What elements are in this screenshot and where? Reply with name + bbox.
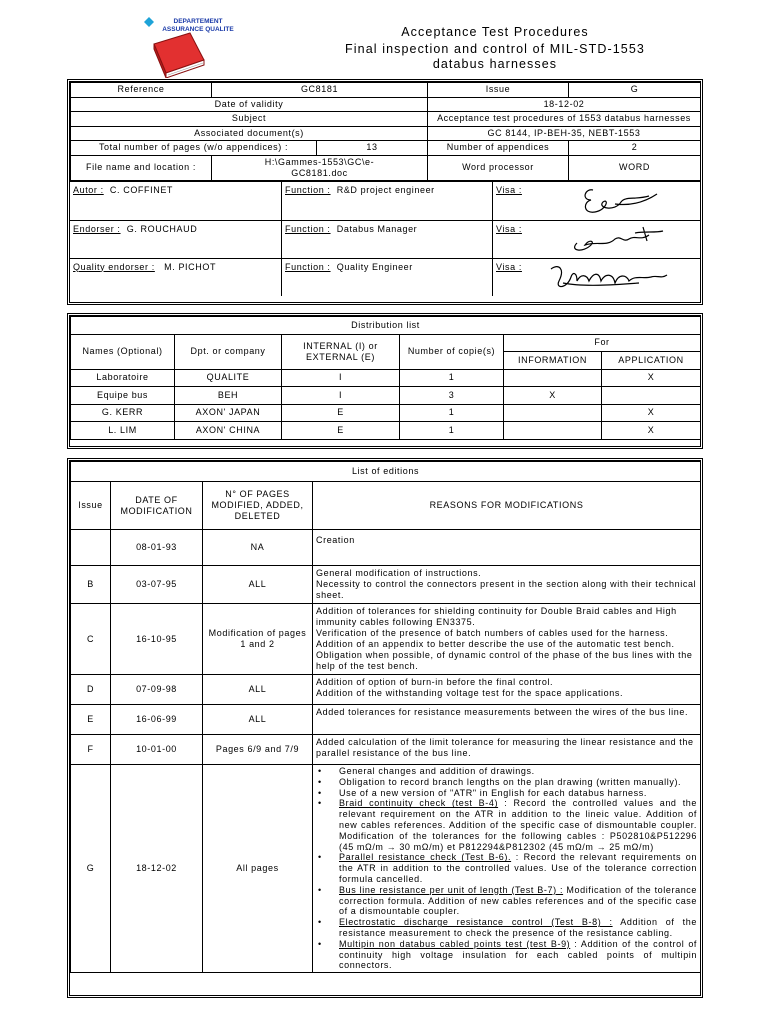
file-name-line-2: GC8181.doc xyxy=(291,167,348,178)
file-name-label: File name and location : xyxy=(71,155,212,180)
ed-date: 16-10-95 xyxy=(111,604,203,675)
dist-info xyxy=(504,369,602,387)
bullet-head: Bus line resistance per unit of length (Test B-7) : xyxy=(339,884,564,895)
editions-table xyxy=(70,461,701,973)
signature-row-quality xyxy=(70,258,700,296)
list-item xyxy=(315,777,697,788)
signature-row-author xyxy=(70,181,700,220)
author-signature xyxy=(575,182,665,218)
dist-ie: I xyxy=(282,369,400,387)
author-function: R&D project engineer xyxy=(336,184,435,195)
table-row xyxy=(71,369,701,387)
ed-reason: Addition of option of burn-in before the final control. Addition of the withstanding voltage test for the space applications. xyxy=(313,675,701,705)
bullet-text: : Record the controlled values and the relevant requirement on the ATR in addition to the lineic value. Addition of new cables references. Addition of the specific case of dismountable coupler. Modification of the tolerances for the following cables : P502810&P512296 (45 mΩ/m → 30 mΩ/m) et P812294&P812302 (45 mΩ/m → 25 mΩ/m) xyxy=(339,798,698,852)
bullet-text: : Record the relevant requirements on the ATR in addition to the controlled values. Use of the tolerance correction formula cancelled. xyxy=(339,852,698,884)
ed-header-date: DATE OF MODIFICATION xyxy=(111,482,203,530)
list-item xyxy=(315,939,697,971)
bullet-text: General changes and addition of drawings. xyxy=(339,766,535,776)
bullet-text: : Addition of the control of continuity high voltage insulation for each cabled points of multipin connectors. xyxy=(339,938,698,971)
endorser-name: G. ROUCHAUD xyxy=(126,223,198,234)
ed-date: 07-09-98 xyxy=(111,675,203,705)
distribution-title: Distribution list xyxy=(71,317,701,335)
dist-header-names: Names (Optional) xyxy=(71,334,175,369)
dist-appl xyxy=(602,387,701,405)
ed-issue: B xyxy=(71,566,111,604)
dist-name: L. LIM xyxy=(71,422,175,440)
signature-row-endorser xyxy=(70,220,700,258)
bullet-text: Use of a new version of "ATR" in English for each databus harness. xyxy=(339,787,647,798)
dist-header-information: INFORMATION xyxy=(504,352,602,370)
ed-pages: ALL xyxy=(203,705,313,735)
table-row xyxy=(71,530,701,566)
endorser-signature xyxy=(563,221,673,257)
associated-docs-value: GC 8144, IP-BEH-35, NEBT-1553 xyxy=(428,126,701,141)
dist-ie: I xyxy=(282,387,400,405)
issue-value: G xyxy=(569,83,701,98)
dist-info xyxy=(504,422,602,440)
ed-issue: C xyxy=(71,604,111,675)
ed-date: 08-01-93 xyxy=(111,530,203,566)
dist-copies: 1 xyxy=(400,369,504,387)
endorser-role-label: Endorser : xyxy=(73,223,121,234)
ed-date: 10-01-00 xyxy=(111,735,203,765)
total-pages-value: 13 xyxy=(317,141,428,156)
validity-value: 18-12-02 xyxy=(428,97,701,112)
appendices-value: 2 xyxy=(569,141,701,156)
table-row xyxy=(71,765,701,973)
ed-reason: General modification of instructions. Necessity to control the connectors present in the section along with their technical sheet. xyxy=(313,566,701,604)
dist-header-dpt: Dpt. or company xyxy=(175,334,282,369)
quality-signature xyxy=(543,259,673,295)
table-row xyxy=(71,735,701,765)
dist-name: Laboratoire xyxy=(71,369,175,387)
list-item xyxy=(315,885,697,917)
file-name-value xyxy=(212,155,428,180)
page-subtitle-2: databus harnesses xyxy=(432,57,558,71)
total-pages-label: Total number of pages (w/o appendices) : xyxy=(71,141,317,156)
ed-reason: Added tolerances for resistance measurements between the wires of the bus line. xyxy=(313,705,701,735)
page-subtitle-1: Final inspection and control of MIL-STD-1553 xyxy=(345,42,645,56)
list-item xyxy=(315,798,697,852)
dist-appl: X xyxy=(602,422,701,440)
ed-header-issue: Issue xyxy=(71,482,111,530)
distribution-table xyxy=(70,316,701,440)
dist-header-for: For xyxy=(504,334,701,352)
table-row xyxy=(71,705,701,735)
table-row xyxy=(71,404,701,422)
ed-issue xyxy=(71,530,111,566)
endorser-function-label: Function : xyxy=(285,223,331,234)
dist-dpt: QUALITE xyxy=(175,369,282,387)
dist-name: Equipe bus xyxy=(71,387,175,405)
word-processor-value: WORD xyxy=(569,155,701,180)
logo-line-1: DEPARTEMENT xyxy=(173,18,223,25)
quality-role-label: Quality endorser : xyxy=(73,261,155,272)
dist-info xyxy=(504,404,602,422)
bullet-head: Multipin non databus cabled points test (test B-9) xyxy=(339,938,571,949)
list-item xyxy=(315,917,697,939)
dist-name: G. KERR xyxy=(71,404,175,422)
author-name: C. COFFINET xyxy=(109,184,174,195)
bullet-text: Obligation to record branch lengths on the plan drawing (written manually). xyxy=(339,776,682,787)
endorser-visa-label: Visa : xyxy=(496,223,522,234)
dist-copies: 3 xyxy=(400,387,504,405)
dist-dpt: AXON' JAPAN xyxy=(175,404,282,422)
table-row xyxy=(71,422,701,440)
ed-header-pages: N° OF PAGES MODIFIED, ADDED, DELETED xyxy=(203,482,313,530)
ed-reason: Creation xyxy=(313,530,701,566)
list-item xyxy=(315,788,697,799)
bullet-head: Electrostatic discharge resistance control (Test B-8) : xyxy=(339,917,613,928)
table-row xyxy=(71,675,701,705)
g-change-list xyxy=(315,766,697,971)
dist-dpt: AXON' CHINA xyxy=(175,422,282,440)
dist-appl: X xyxy=(602,369,701,387)
ed-date: 18-12-02 xyxy=(111,765,203,973)
dist-copies: 1 xyxy=(400,404,504,422)
reference-label: Reference xyxy=(71,83,212,98)
ed-issue: E xyxy=(71,705,111,735)
list-item xyxy=(315,766,697,777)
ed-issue: F xyxy=(71,735,111,765)
ed-pages: All pages xyxy=(203,765,313,973)
ed-issue: D xyxy=(71,675,111,705)
ed-pages: Pages 6/9 and 7/9 xyxy=(203,735,313,765)
logo-line-2: ASSURANCE QUALITE xyxy=(162,26,234,33)
file-name-line-1: H:\Gammes-1553\GC\e- xyxy=(264,156,375,167)
author-role-label: Autor : xyxy=(73,184,104,195)
page-title: Acceptance Test Procedures xyxy=(401,25,589,39)
ed-date: 16-06-99 xyxy=(111,705,203,735)
list-item xyxy=(315,852,697,884)
ed-issue: G xyxy=(71,765,111,973)
subject-label: Subject xyxy=(71,112,428,127)
bullet-text: Addition of the resistance measurement to check the presence of the resistance cabling. xyxy=(339,917,697,938)
department-logo xyxy=(138,16,243,78)
dist-header-application: APPLICATION xyxy=(602,352,701,370)
dist-header-copies: Number of copie(s) xyxy=(400,334,504,369)
dist-info: X xyxy=(504,387,602,405)
ed-pages: Modification of pages 1 and 2 xyxy=(203,604,313,675)
bullet-text: Modification of the tolerance correction formula. Addition of new cables references and of the specific case of a dismountable coupler. xyxy=(339,884,698,917)
table-row xyxy=(71,566,701,604)
dist-ie: E xyxy=(282,422,400,440)
dist-header-internal: INTERNAL (I) or EXTERNAL (E) xyxy=(282,334,400,369)
table-row xyxy=(71,387,701,405)
associated-docs-label: Associated document(s) xyxy=(71,126,428,141)
validity-label: Date of validity xyxy=(71,97,428,112)
word-processor-label: Word processor xyxy=(428,155,569,180)
dist-ie: E xyxy=(282,404,400,422)
appendices-label: Number of appendices xyxy=(428,141,569,156)
editions-block xyxy=(67,458,703,998)
ed-pages: NA xyxy=(203,530,313,566)
ed-reason: Added calculation of the limit tolerance for measuring the linear resistance and the parallel resistance of the bus line. xyxy=(313,735,701,765)
ed-pages: ALL xyxy=(203,566,313,604)
distribution-block xyxy=(67,313,703,449)
ed-header-reasons: REASONS FOR MODIFICATIONS xyxy=(313,482,701,530)
ed-reason xyxy=(313,765,701,973)
author-function-label: Function : xyxy=(285,184,331,195)
reference-block xyxy=(67,79,703,305)
quality-function: Quality Engineer xyxy=(336,261,413,272)
reference-table xyxy=(70,82,701,181)
ed-date: 03-07-95 xyxy=(111,566,203,604)
dist-dpt: BEH xyxy=(175,387,282,405)
quality-visa-label: Visa : xyxy=(496,261,522,272)
table-row xyxy=(71,604,701,675)
subject-value: Acceptance test procedures of 1553 databus harnesses xyxy=(428,112,701,127)
quality-function-label: Function : xyxy=(285,261,331,272)
issue-label: Issue xyxy=(428,83,569,98)
author-visa-label: Visa : xyxy=(496,184,522,195)
dist-appl: X xyxy=(602,404,701,422)
editions-title: List of editions xyxy=(71,462,701,482)
dist-copies: 1 xyxy=(400,422,504,440)
ed-pages: ALL xyxy=(203,675,313,705)
ed-reason: Addition of tolerances for shielding continuity for Double Braid cables and High immunity cables following EN3375. Verification of the presence of batch numbers of cables used for the harness. Addition of an appendix to better describe the use of the automatic test bench. Obligation when possible, of dynamic control of the phase of the bus lines with the help of the test bench. xyxy=(313,604,701,675)
reference-value: GC8181 xyxy=(212,83,428,98)
bullet-head: Braid continuity check (test B-4) xyxy=(339,798,499,809)
endorser-function: Databus Manager xyxy=(336,223,418,234)
quality-name: M. PICHOT xyxy=(164,261,217,272)
bullet-head: Parallel resistance check (Test B-6). xyxy=(339,852,512,863)
